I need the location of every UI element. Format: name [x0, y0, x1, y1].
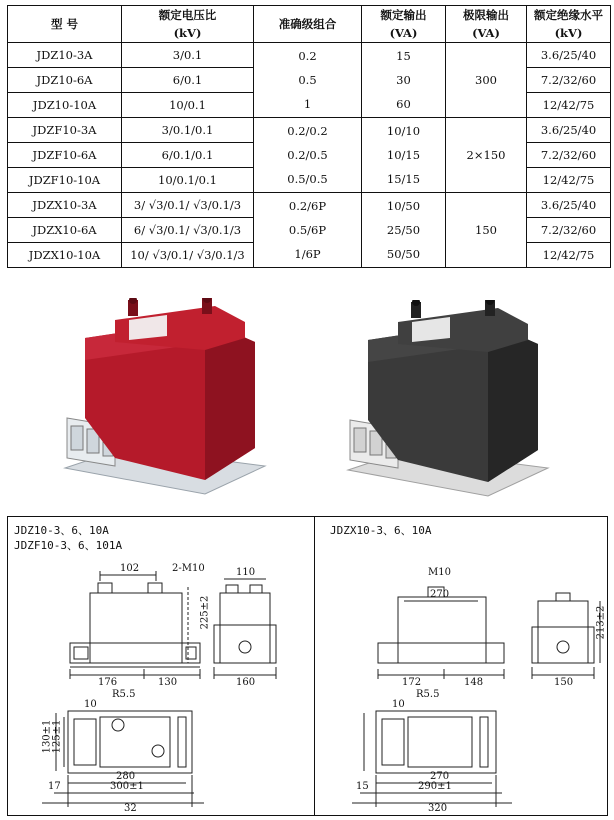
cell-output-group: 15 30 60	[362, 43, 446, 118]
cell-accuracy-group: 0.2/6P 0.5/6P 1/6P	[254, 193, 362, 268]
table-row	[8, 193, 611, 218]
cell-model: JDZF10-10A	[8, 168, 122, 193]
drawing-lines	[8, 517, 606, 814]
table-row	[8, 118, 611, 143]
header-rated-output: 额定输出 (VA)	[362, 6, 446, 43]
red-transformer-photo	[55, 298, 270, 498]
cell-insulation: 7.2/32/60	[527, 143, 611, 168]
cell-voltage: 10/0.1/0.1	[122, 168, 254, 193]
cell-insulation: 12/42/75	[527, 168, 611, 193]
header-limit-output: 极限输出 (VA)	[446, 6, 527, 43]
dim-label: 320	[428, 803, 448, 814]
header-model: 型 号	[8, 6, 122, 43]
spec-table	[7, 5, 611, 268]
dim-label: 110	[236, 567, 256, 578]
header-voltage: 额定电压比 (kV)	[122, 6, 254, 43]
cell-voltage: 3/0.1/0.1	[122, 118, 254, 143]
dim-label: 10	[392, 699, 405, 710]
dim-label: M10	[428, 567, 451, 578]
cell-output-group: 10/10 10/15 15/15	[362, 118, 446, 193]
dim-label: 290±1	[418, 781, 452, 792]
left-title-2: JDZF10-3、6、101A	[14, 539, 123, 552]
dim-label: 225±2	[199, 595, 211, 630]
dim-label: 102	[120, 563, 140, 574]
dim-label: 125±1	[51, 719, 63, 754]
cell-insulation: 3.6/25/40	[527, 43, 611, 68]
cell-model: JDZX10-3A	[8, 193, 122, 218]
dim-label: 148	[464, 677, 484, 688]
cell-insulation: 12/42/75	[527, 93, 611, 118]
cell-accuracy-group: 0.2/0.2 0.2/0.5 0.5/0.5	[254, 118, 362, 193]
dim-label: R5.5	[112, 689, 136, 700]
cell-insulation: 7.2/32/60	[527, 218, 611, 243]
cell-model: JDZ10-10A	[8, 93, 122, 118]
cell-model: JDZF10-3A	[8, 118, 122, 143]
dim-label: 213±2	[595, 605, 607, 640]
cell-voltage: 6/0.1/0.1	[122, 143, 254, 168]
cell-voltage: 6/0.1	[122, 68, 254, 93]
table-row	[8, 43, 611, 68]
dimension-drawings-panel	[7, 516, 608, 816]
cell-model: JDZ10-6A	[8, 68, 122, 93]
cell-insulation: 3.6/25/40	[527, 193, 611, 218]
left-title-1: JDZ10-3、6、10A	[14, 524, 109, 537]
cell-model: JDZF10-6A	[8, 143, 122, 168]
dim-label: 2-M10	[172, 563, 205, 574]
table-header-row	[8, 6, 611, 43]
header-insulation: 额定绝缘水平 (kV)	[527, 6, 611, 43]
dim-label: 15	[356, 781, 369, 792]
dim-label: 10	[84, 699, 97, 710]
dim-label: 270	[430, 589, 450, 600]
cell-voltage: 6/ √3/0.1/ √3/0.1/3	[122, 218, 254, 243]
dim-label: 176	[98, 677, 118, 688]
dim-label: 172	[402, 677, 422, 688]
cell-accuracy-group: 0.2 0.5 1	[254, 43, 362, 118]
cell-voltage: 10/ √3/0.1/ √3/0.1/3	[122, 243, 254, 268]
dim-label: 270	[430, 771, 450, 782]
cell-voltage: 3/ √3/0.1/ √3/0.1/3	[122, 193, 254, 218]
cell-limit-group: 150	[446, 193, 527, 268]
header-accuracy: 准确级组合	[254, 6, 362, 43]
dim-label: 160	[236, 677, 256, 688]
cell-limit-group: 300	[446, 43, 527, 118]
cell-limit-group: 2×150	[446, 118, 527, 193]
cell-insulation: 7.2/32/60	[527, 68, 611, 93]
cell-voltage: 10/0.1	[122, 93, 254, 118]
cell-output-group: 10/50 25/50 50/50	[362, 193, 446, 268]
dim-label: 17	[48, 781, 61, 792]
cell-insulation: 12/42/75	[527, 243, 611, 268]
cell-model: JDZX10-6A	[8, 218, 122, 243]
dim-label: 300±1	[110, 781, 144, 792]
cell-model: JDZX10-10A	[8, 243, 122, 268]
dim-label: 130±1	[41, 719, 53, 754]
dim-label: 280	[116, 771, 136, 782]
dim-label: R5.5	[416, 689, 440, 700]
right-title: JDZX10-3、6、10A	[330, 524, 432, 537]
dim-label: 150	[554, 677, 574, 688]
cell-insulation: 3.6/25/40	[527, 118, 611, 143]
dim-label: 130	[158, 677, 178, 688]
dim-label: 32	[124, 803, 137, 814]
dark-transformer-photo	[338, 300, 553, 500]
cell-model: JDZ10-3A	[8, 43, 122, 68]
cell-voltage: 3/0.1	[122, 43, 254, 68]
